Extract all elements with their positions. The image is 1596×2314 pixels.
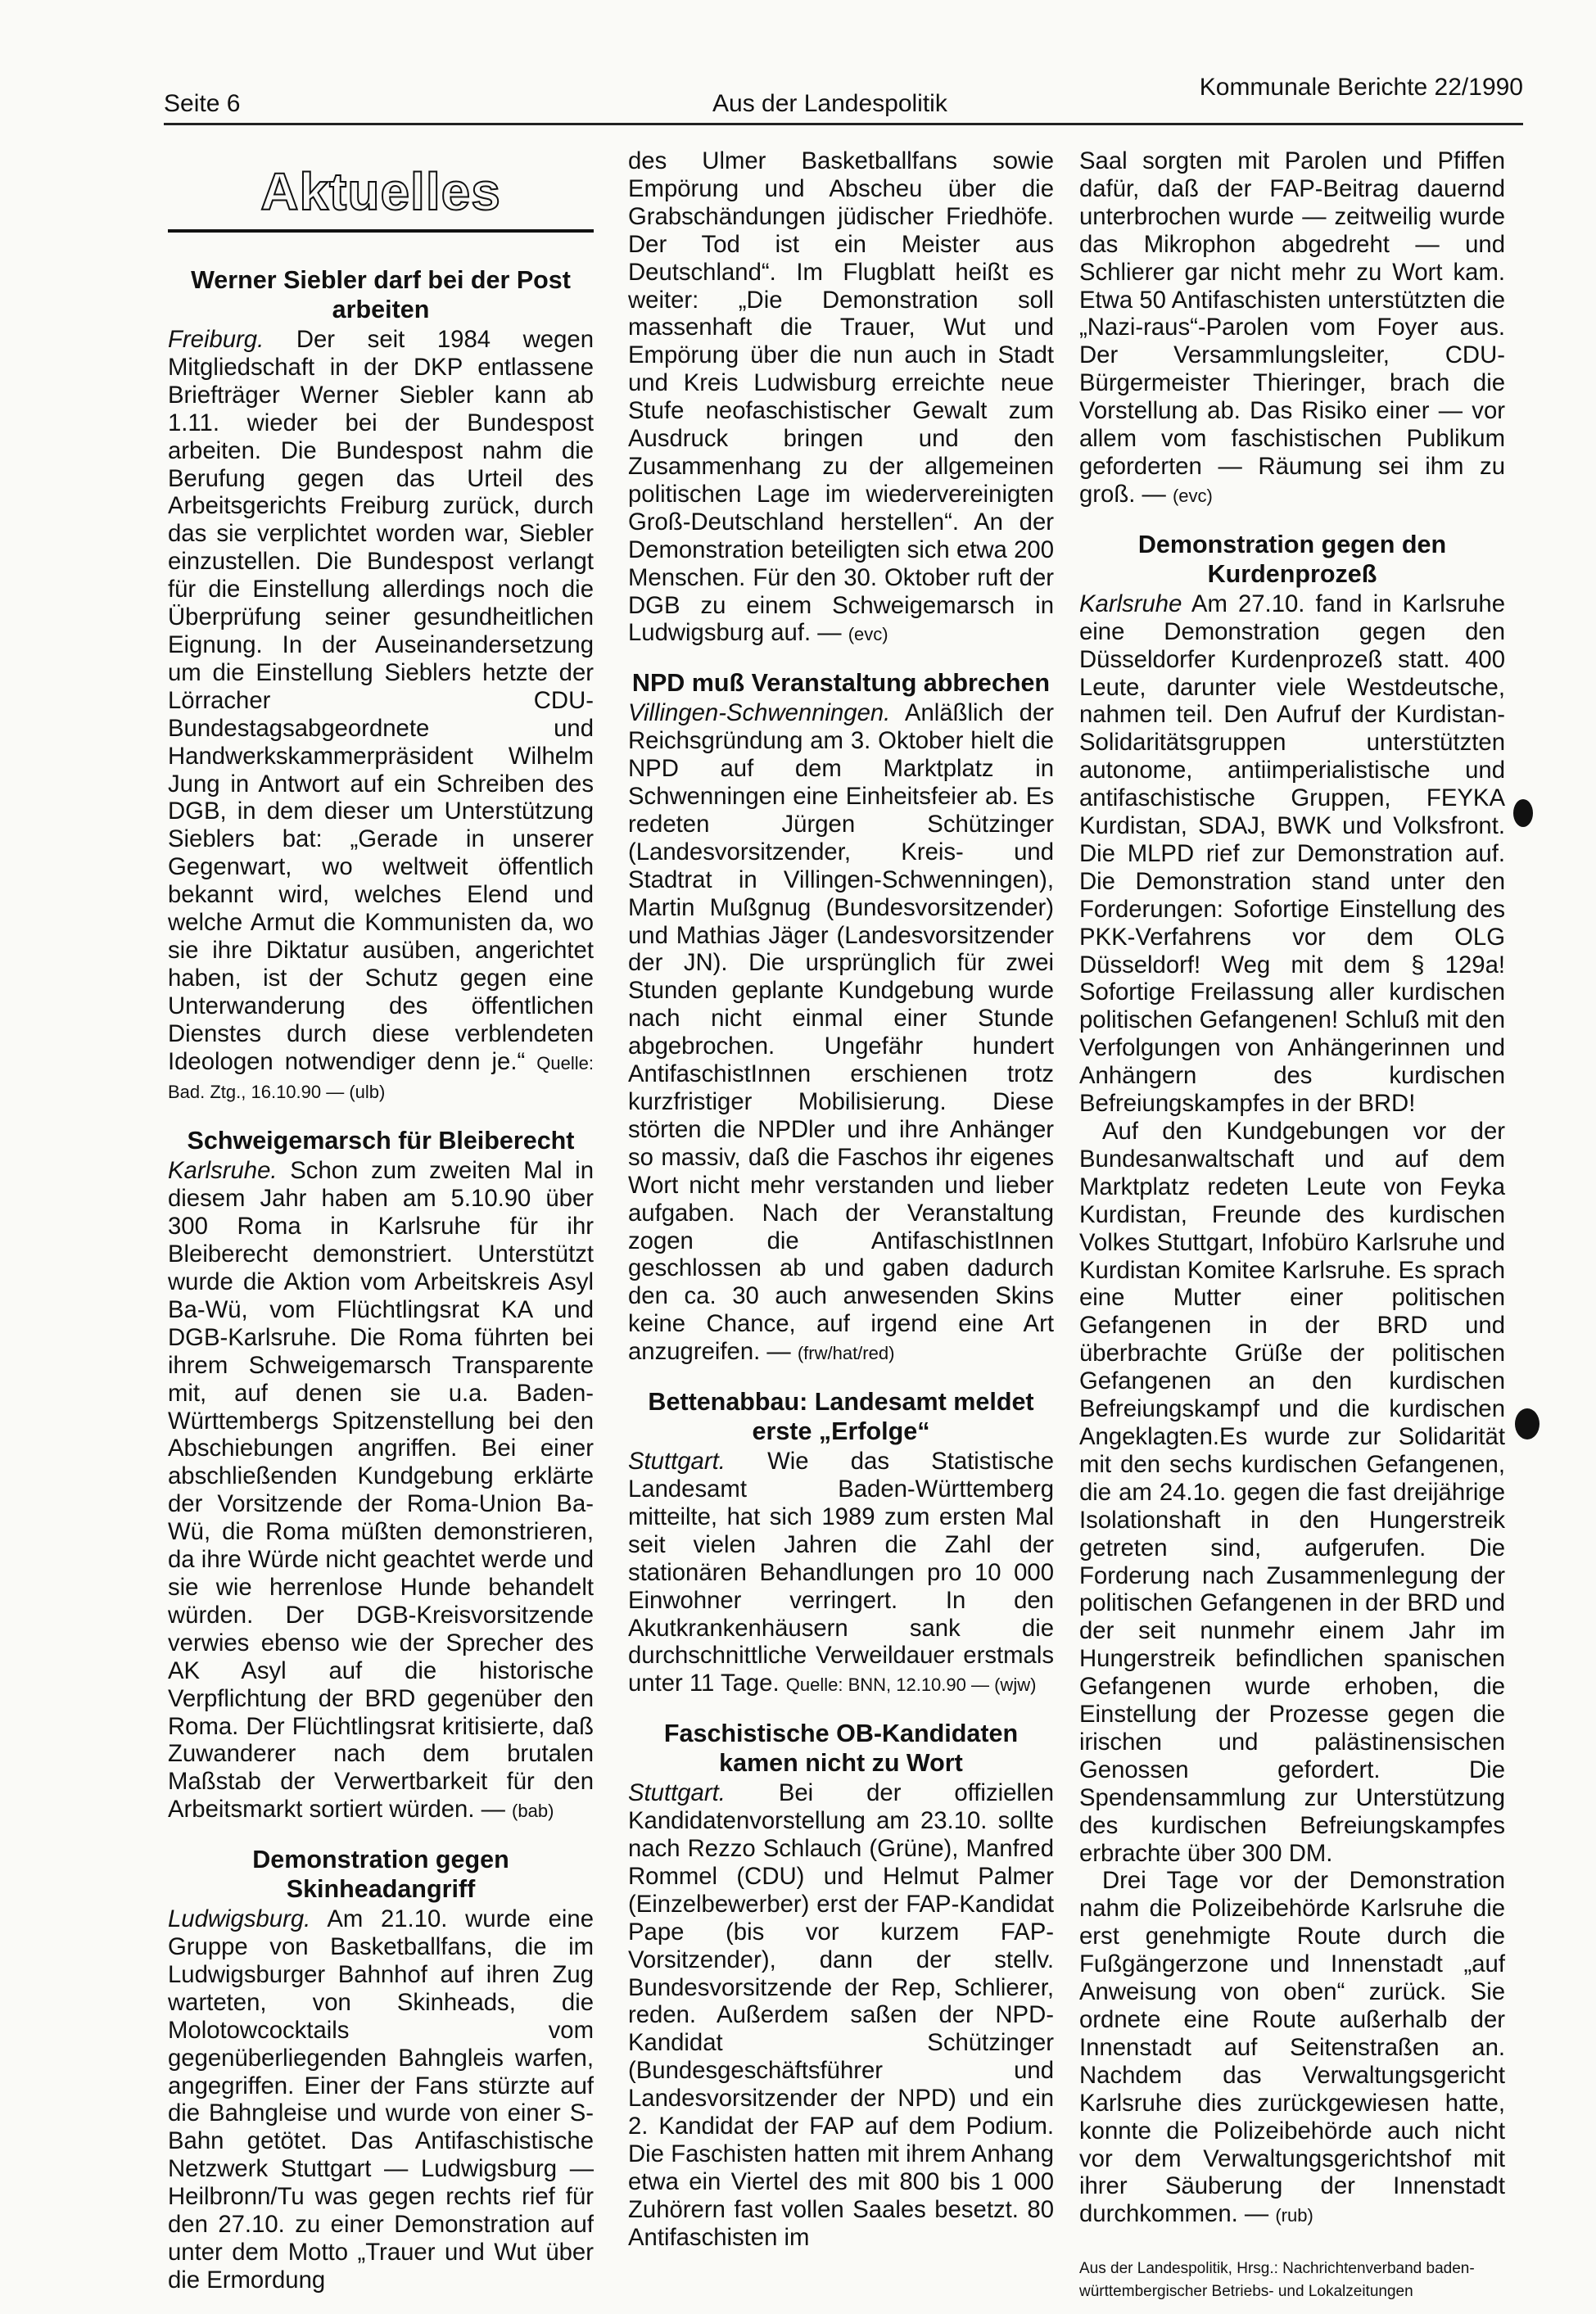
article-title: NPD muß Veranstaltung abbrechen (631, 669, 1051, 698)
article-body (628, 699, 1054, 1367)
publisher-footnote: Aus der Landespolitik, Hrsg.: Nachrichtenverband baden-württembergischer Betriebs- und Lokalzeitungen (1079, 2260, 1475, 2301)
section-title: Aus der Landespolitik (712, 90, 947, 117)
article-city: Ludwigsburg. (168, 1905, 311, 1933)
article-text: Drei Tage vor der Demonstration nahm die Polizeibehörde Karlsruhe die erst genehmigte Route durch die Fußgängerzone und Innenstadt „auf Anweisung von oben“ zurück. Sie ordnete eine Route außerhalb der Innenstadt auf Seitenstraßen an. Nachdem das Verwaltungsgericht Karlsruhe dies zurückgewiesen hatte, konnte die Polizeibehörde auch nicht vor dem Verwaltungsgerichtshof mit ihrer Säuberung der Innenstadt durchkommen. — (1079, 1867, 1505, 2228)
article-city: Stuttgart. (628, 1448, 726, 1476)
article-schweigemarsch (168, 1126, 594, 1825)
article-city: Karlsruhe. (168, 1157, 278, 1185)
article-body (168, 1157, 594, 1825)
article-paragraph: Auf den Kundgebungen vor der Bundesanwaltschaft und auf dem Marktplatz redeten Leute von Feyka Kurdistan, Freunde des kurdischen Volkes Stuttgart, Infobüro Karlsruhe und Kurdistan Komitee Karlsruhe. Es sprach eine Mutter einer politischen Gefangenen in der BRD und überbrachte Grüße der politischen Gefangenen an den kurdischen Befreiungskampf und die kurdischen Angeklagten.Es wurde zur Solidarität mit den sechs kurdischen Gefangenen, die am 24.1o. gegen die fast dreijährige Isolationshaft in den Hungerstreik getreten sind, aufgerufen. Die Forderung nach Zusammenlegung der politischen Gefangenen in der BRD und der seit nunmehr einem Jahr im Hungerstreik befindlichen spanischen Gefangenen wurde erhoben, die Einstellung der Prozesse gegen die irischen und palästinensischen Genossen gefordert. Die Spendensammlung zur Unterstützung des kurdischen Befreiungskampfes erbrachte über 300 DM. (1079, 1118, 1505, 1867)
article-body-continued (628, 147, 1054, 649)
publication-title: Kommunale Berichte 22/1990 (1199, 74, 1523, 101)
article-text: Wie das Statistische Landesamt Baden-Württemberg mitteilte, hat sich 1989 zum ersten Mal seit vielen Jahren die Zahl der stationären Behandlungen pro 10 000 Einwohner verringert. In den Akutkrankenhäusern sank die durchschnittliche Verweildauer erstmals unter 11 Tage. (628, 1448, 1054, 1697)
column-3 (1079, 147, 1505, 2303)
article-text: Saal sorgten mit Parolen und Pfiffen dafür, daß der FAP-Beitrag dauernd unterbrochen wurde — zeitweilig wurde das Mikrophon abgedreht — und Schlierer gar nicht mehr zu Wort kam. Etwa 50 Antifaschisten unterstützten die „Nazi-raus“-Parolen vom Foyer aus. Der Versammlungsleiter, CDU-Bürgermeister Thieringer, brach die Vorstellung ab. Das Risiko einer — vor allem vom faschistischen Publikum geforderten — Räumung sei ihm zu groß. — (1079, 147, 1505, 508)
article-title: Schweigemarsch für Bleiberecht (187, 1127, 575, 1155)
article-text: Schon zum zweiten Mal in diesem Jahr haben am 5.10.90 über 300 Roma in Karlsruhe für ihr Bleiberecht demonstriert. Unterstützt wurde die Aktion vom Arbeitskreis Asyl Ba-Wü, vom Flüchtlingsrat KA und DGB-Karlsruhe. Die Roma führten bei ihrem Schweigemarsch Transparente mit, auf denen sie u.a. Baden-Württembergs Spitzenstellung bei den Abschiebungen angriffen. Bei einer abschließenden Kundgebung erklärte der Vorsitzende der Roma-Union Ba-Wü, die Roma müßten demonstrieren, da ihre Würde nicht geachtet werde und sie wie herrenlose Hunde behandelt würden. Der DGB-Kreisvorsitzende verwies ebenso wie der Sprecher des AK Asyl auf die historische Verpflichtung der BRD gegenüber den Roma. Der Flüchtlingsrat kritisierte, daß Zuwanderer nach dem brutalen Maßstab der Verwertbarkeit für den Arbeitsmarkt sortiert würden. — (168, 1157, 594, 1824)
ink-blot (1515, 1408, 1539, 1439)
article-kurdenprozess (1079, 530, 1505, 2230)
article-source: Quelle: Bad. Ztg., 16.10.90 — (ulb) (168, 1052, 594, 1103)
article-title: Demonstration gegen Skinheadangriff (252, 1846, 509, 1904)
column-2 (628, 147, 1054, 2271)
banner-rule (168, 229, 594, 233)
article-skinheadangriff-part1 (168, 1845, 594, 2294)
article-body (628, 1448, 1054, 1699)
page-header (164, 66, 1523, 125)
article-skinheadangriff-part2 (628, 147, 1054, 649)
page-number: Seite 6 (164, 90, 241, 117)
article-title: Demonstration gegen den Kurdenprozeß (1137, 530, 1447, 588)
article-text: Am 27.10. fand in Karlsruhe eine Demonstration gegen den Düsseldorfer Kurdenprozeß statt. 400 Leute, darunter viele Westdeutsche, nahmen teil. Den Aufruf der Kurdistan-Solidaritätsgruppen unterstützten autonome, antiimperialistische und antifaschistische Gruppen, FEYKA Kurdistan, SDAJ, BWK und Volksfront. Die MLPD rief zur Demonstration auf. Die Demonstration stand unter den Forderungen: Sofortige Einstellung des PKK-Verfahrens vor dem OLG Düsseldorf! Weg mit dem § 129a! Sofortige Freilassung aller kurdischen politischen Gefangenen! Schluß mit den Verfolgungen von Anhängerinnen und Anhängern des kurdischen Befreiungskampfes in der BRD! (1079, 590, 1505, 1118)
article-text: des Ulmer Basketballfans sowie Empörung und Abscheu über die Grabschändungen jüdischer Friedhöfe. Der Tod ist ein Meister aus Deutschland“. Im Flugblatt heißt es weiter: „Die Demonstration soll massenhaft die Trauer, Wut und Empörung über die nun auch in Stadt und Kreis Ludwisburg erreichte neue Stufe neofaschistischer Gewalt zum Ausdruck bringen und den Zusammenhang zu der allgemeinen politischen Lage im wiedervereinigten Groß-Deutschland herstellen“. An der Demonstration beteiligten sich etwa 200 Menschen. Für den 30. Oktober ruft der DGB zu einem Schweigemarsch in Ludwigsburg auf. — (628, 147, 1054, 647)
article-title: Faschistische OB-Kandidaten kamen nicht zu Wort (663, 1720, 1019, 1778)
article-text: Anläßlich der Reichsgründung am 3. Oktober hielt die NPD auf dem Marktplatz in Schwenningen eine Einheitsfeier ab. Es redeten Jürgen Schützinger (Landesvorsitzender, Kreis- und Stadtrat in Villingen-Schwenningen), Martin Mußgnug (Bundesvorsitzender) und Mathias Jäger (Landesvorsitzender der JN). Die ursprünglich für zwei Stunden geplante Kundgebung wurde nach nicht einmal einer Stunde abgebrochen. Ungefähr hundert AntifaschistInnen erschienen trotz kurzfristiger Mobilisierung. Diese störten die NPDler und ihre Anhänger so massiv, daß die Faschos ihr eigenes Wort nicht mehr verstanden und lieber aufgaben. Nach der Veranstaltung zogen die AntifaschistInnen geschlossen ab und gaben dadurch den ca. 30 auch anwesenden Skins keine Chance, auf irgend eine Art anzugreifen. — (628, 699, 1054, 1366)
ink-blot (1513, 799, 1533, 827)
article-text: Bei der offiziellen Kandidatenvorstellung am 23.10. sollte nach Rezzo Schlauch (Grüne), Manfred Rommel (CDU) und Helmut Palmer (Einzelbewerber) erst der FAP-Kandidat Pape (bis vor kurzem FAP-Vorsitzender), dann der stellv. Bundesvorsitzende der Rep, Schlierer, reden. Außerdem saßen der NPD-Kandidat Schützinger (Bundesgeschäftsführer und Landesvorsitzender der NPD) und ein 2. Kandidat der FAP auf dem Podium. Die Faschisten hatten mit ihrem Anhang etwa ein Viertel des mit 800 bis 1 000 Zuhörern fast vollen Saales besetzt. 80 Antifaschisten im (628, 1779, 1054, 2251)
article-city: Villingen-Schwenningen. (628, 699, 891, 727)
article-ob-kandidaten-part1 (628, 1719, 1054, 2251)
article-siebler (168, 265, 594, 1106)
article-source: Quelle: BNN, 12.10.90 — (wjw) (785, 1674, 1037, 1696)
article-body (168, 326, 594, 1106)
article-body-continued (1079, 147, 1505, 510)
article-npd (628, 668, 1054, 1367)
article-city: Karlsruhe (1079, 590, 1182, 617)
section-banner: Aktuelles (260, 162, 501, 221)
article-body (1079, 590, 1505, 1118)
article-source: (evc) (1172, 485, 1213, 506)
article-body (168, 1905, 594, 2294)
article-source: (bab) (512, 1801, 554, 1822)
article-title: Werner Siebler darf bei der Post arbeiten (191, 266, 571, 323)
article-ob-kandidaten-part2 (1079, 147, 1505, 510)
article-source: (frw/hat/red) (797, 1343, 895, 1364)
article-text: Der seit 1984 wegen Mitgliedschaft in der DKP entlassene Briefträger Werner Siebler kann ab 1.11. wieder bei der Bundespost arbeiten. Die Bundespost nahm die Berufung gegen das Urteil des Arbeitsgerichts Freiburg zurück, durch das sie verplichtet worden war, Siebler einzustellen. Die Bundespost verlangt für die Einstellung allerdings noch die Überprüfung seiner gesundheitlichen Eignung. In der Auseinandersetzung um die Einstellung Sieblers hetzte der Lörracher CDU-Bundestagsabgeordnete und Handwerkskammerpräsident Wilhelm Jung in Antwort auf ein Schreiben des DGB, in dem dieser um Unterstützung Sieblers bat: „Gerade in unserer Gegenwart, wo weltweit öffentlich bekannt wird, welches Elend und welche Armut die Kommunisten da, wo sie ihre Diktatur ausüben, angerichtet haben, ist der Schutz gegen eine Unterwanderung des öffentlichen Dienstes durch diese verblendeten Ideologen notwendiger denn je.“ (168, 326, 594, 1075)
article-body (628, 1779, 1054, 2251)
article-bettenabbau (628, 1387, 1054, 1699)
article-text: Am 21.10. wurde eine Gruppe von Basketballfans, die im Ludwigsburger Bahnhof auf ihren Zug warteten, von Skinheads, die Molotowcocktails vom gegenüberliegenden Bahngleis warfen, angegriffen. Einer der Fans stürzte auf die Bahngleise und wurde von einer S-Bahn getötet. Das Antifaschistische Netzwerk Stuttgart — Ludwigsburg — Heilbronn/Tu was gegen rechts rief für den 27.10. zu einer Demonstration auf unter dem Motto „Trauer und Wut über die Ermordung (168, 1905, 594, 2294)
article-title: Bettenabbau: Landesamt meldet erste „Erfolge“ (648, 1388, 1034, 1446)
column-1 (168, 147, 594, 2314)
article-city: Freiburg. (168, 326, 264, 353)
article-paragraph (1079, 1867, 1505, 2230)
article-city: Stuttgart. (628, 1779, 726, 1807)
article-source: (evc) (848, 624, 888, 645)
article-source: (rub) (1275, 2205, 1313, 2226)
